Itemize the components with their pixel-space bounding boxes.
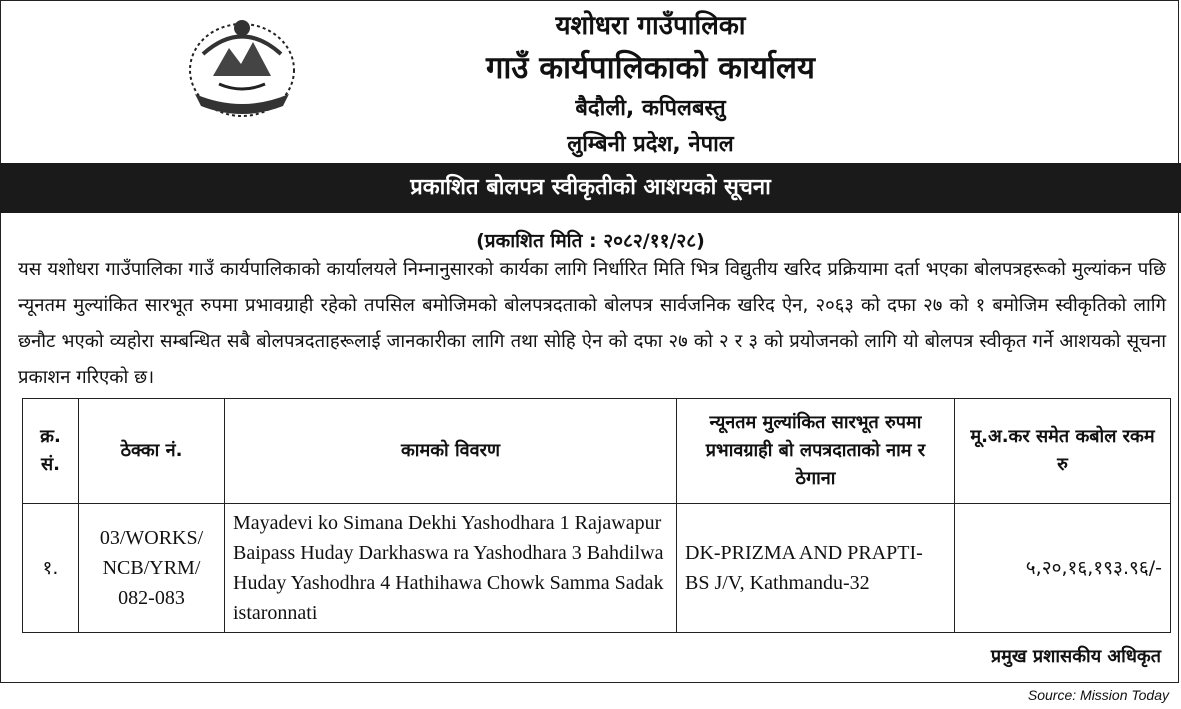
office-name: गाउँ कार्यपालिकाको कार्यालय [485, 50, 816, 86]
header-sn: क्र. सं. [23, 399, 79, 504]
cell-amount: ५,२०,१६,१९३.९६/- [955, 504, 1171, 633]
table-header-row [23, 399, 1171, 504]
cell-contract-no: 03/WORKS/ NCB/YRM/ 082-083 [79, 504, 225, 633]
header-description: कामको विवरण [225, 399, 677, 504]
cell-description: Mayadevi ko Simana Dekhi Yashodhara 1 Rajawapur Baipass Huday Darkhaswa ra Yashodhara 3 Bahdilwa Huday Yashodhra 4 Hathihawa Chowk Samma Sadak istaronnati [225, 504, 677, 633]
notice-title: प्रकाशित बोलपत्र स्वीकृतीको आशयको सूचना [0, 163, 1181, 213]
notice-body: यस यशोधरा गाउँपालिका गाउँ कार्यपालिकाको कार्यालयले निम्नानुसारको कार्यका लागि निर्धारित मिति भित्र विद्युतीय खरिद प्रक्रियामा दर्ता भएका बोलपत्रहरूको मुल्यांकन पछि न्यूनतम मुल्यांकित सारभूत रुपमा प्रभावग्राही रहेको तपसिल बमोजिमको बोलपत्रदताको बोलपत्र सार्वजनिक खरिद ऐन, २०६३ को दफा २७ को १ बमोजिम स्वीकृतिको लागि छनौट भएको व्यहोरा सम्बन्धित सबै बोलपत्रदताहरूलाई जानकारीका लागि तथा सोहि ऐन को दफा २७ को २ र ३ को प्रयोजनको लागि यो बोलपत्र स्वीकृत गर्ने आशयको सूचना प्रकाशन गरिएको छ। [18, 259, 1166, 388]
published-date: (प्रकाशित मिति : २०८२/११/२८) [476, 230, 705, 252]
table-row [23, 504, 1171, 633]
header-contract-no: ठेक्का नं. [79, 399, 225, 504]
header-bidder: न्यूनतम मुल्यांकित सारभूत रुपमा प्रभावग्राही बो लपत्रदाताको नाम र ठेगाना [677, 399, 955, 504]
municipality-name: यशोधरा गाउँपालिका [555, 11, 746, 41]
cell-sn: १. [23, 504, 79, 633]
source-credit: Source: Mission Today [1027, 687, 1169, 703]
province-country: लुम्बिनी प्रदेश, नेपाल [567, 132, 734, 157]
bid-table [22, 398, 1171, 633]
cell-bidder: DK-PRIZMA AND PRAPTI-BS J/V, Kathmandu-32 [677, 504, 955, 633]
office-location: बैदौली, कपिलबस्तु [575, 96, 726, 121]
signatory-title: प्रमुख प्रशासकीय अधिकृत [990, 646, 1161, 667]
notice-header [0, 0, 1181, 163]
header-amount: मू.अ.कर समेत कबोल रकम रु [955, 399, 1171, 504]
